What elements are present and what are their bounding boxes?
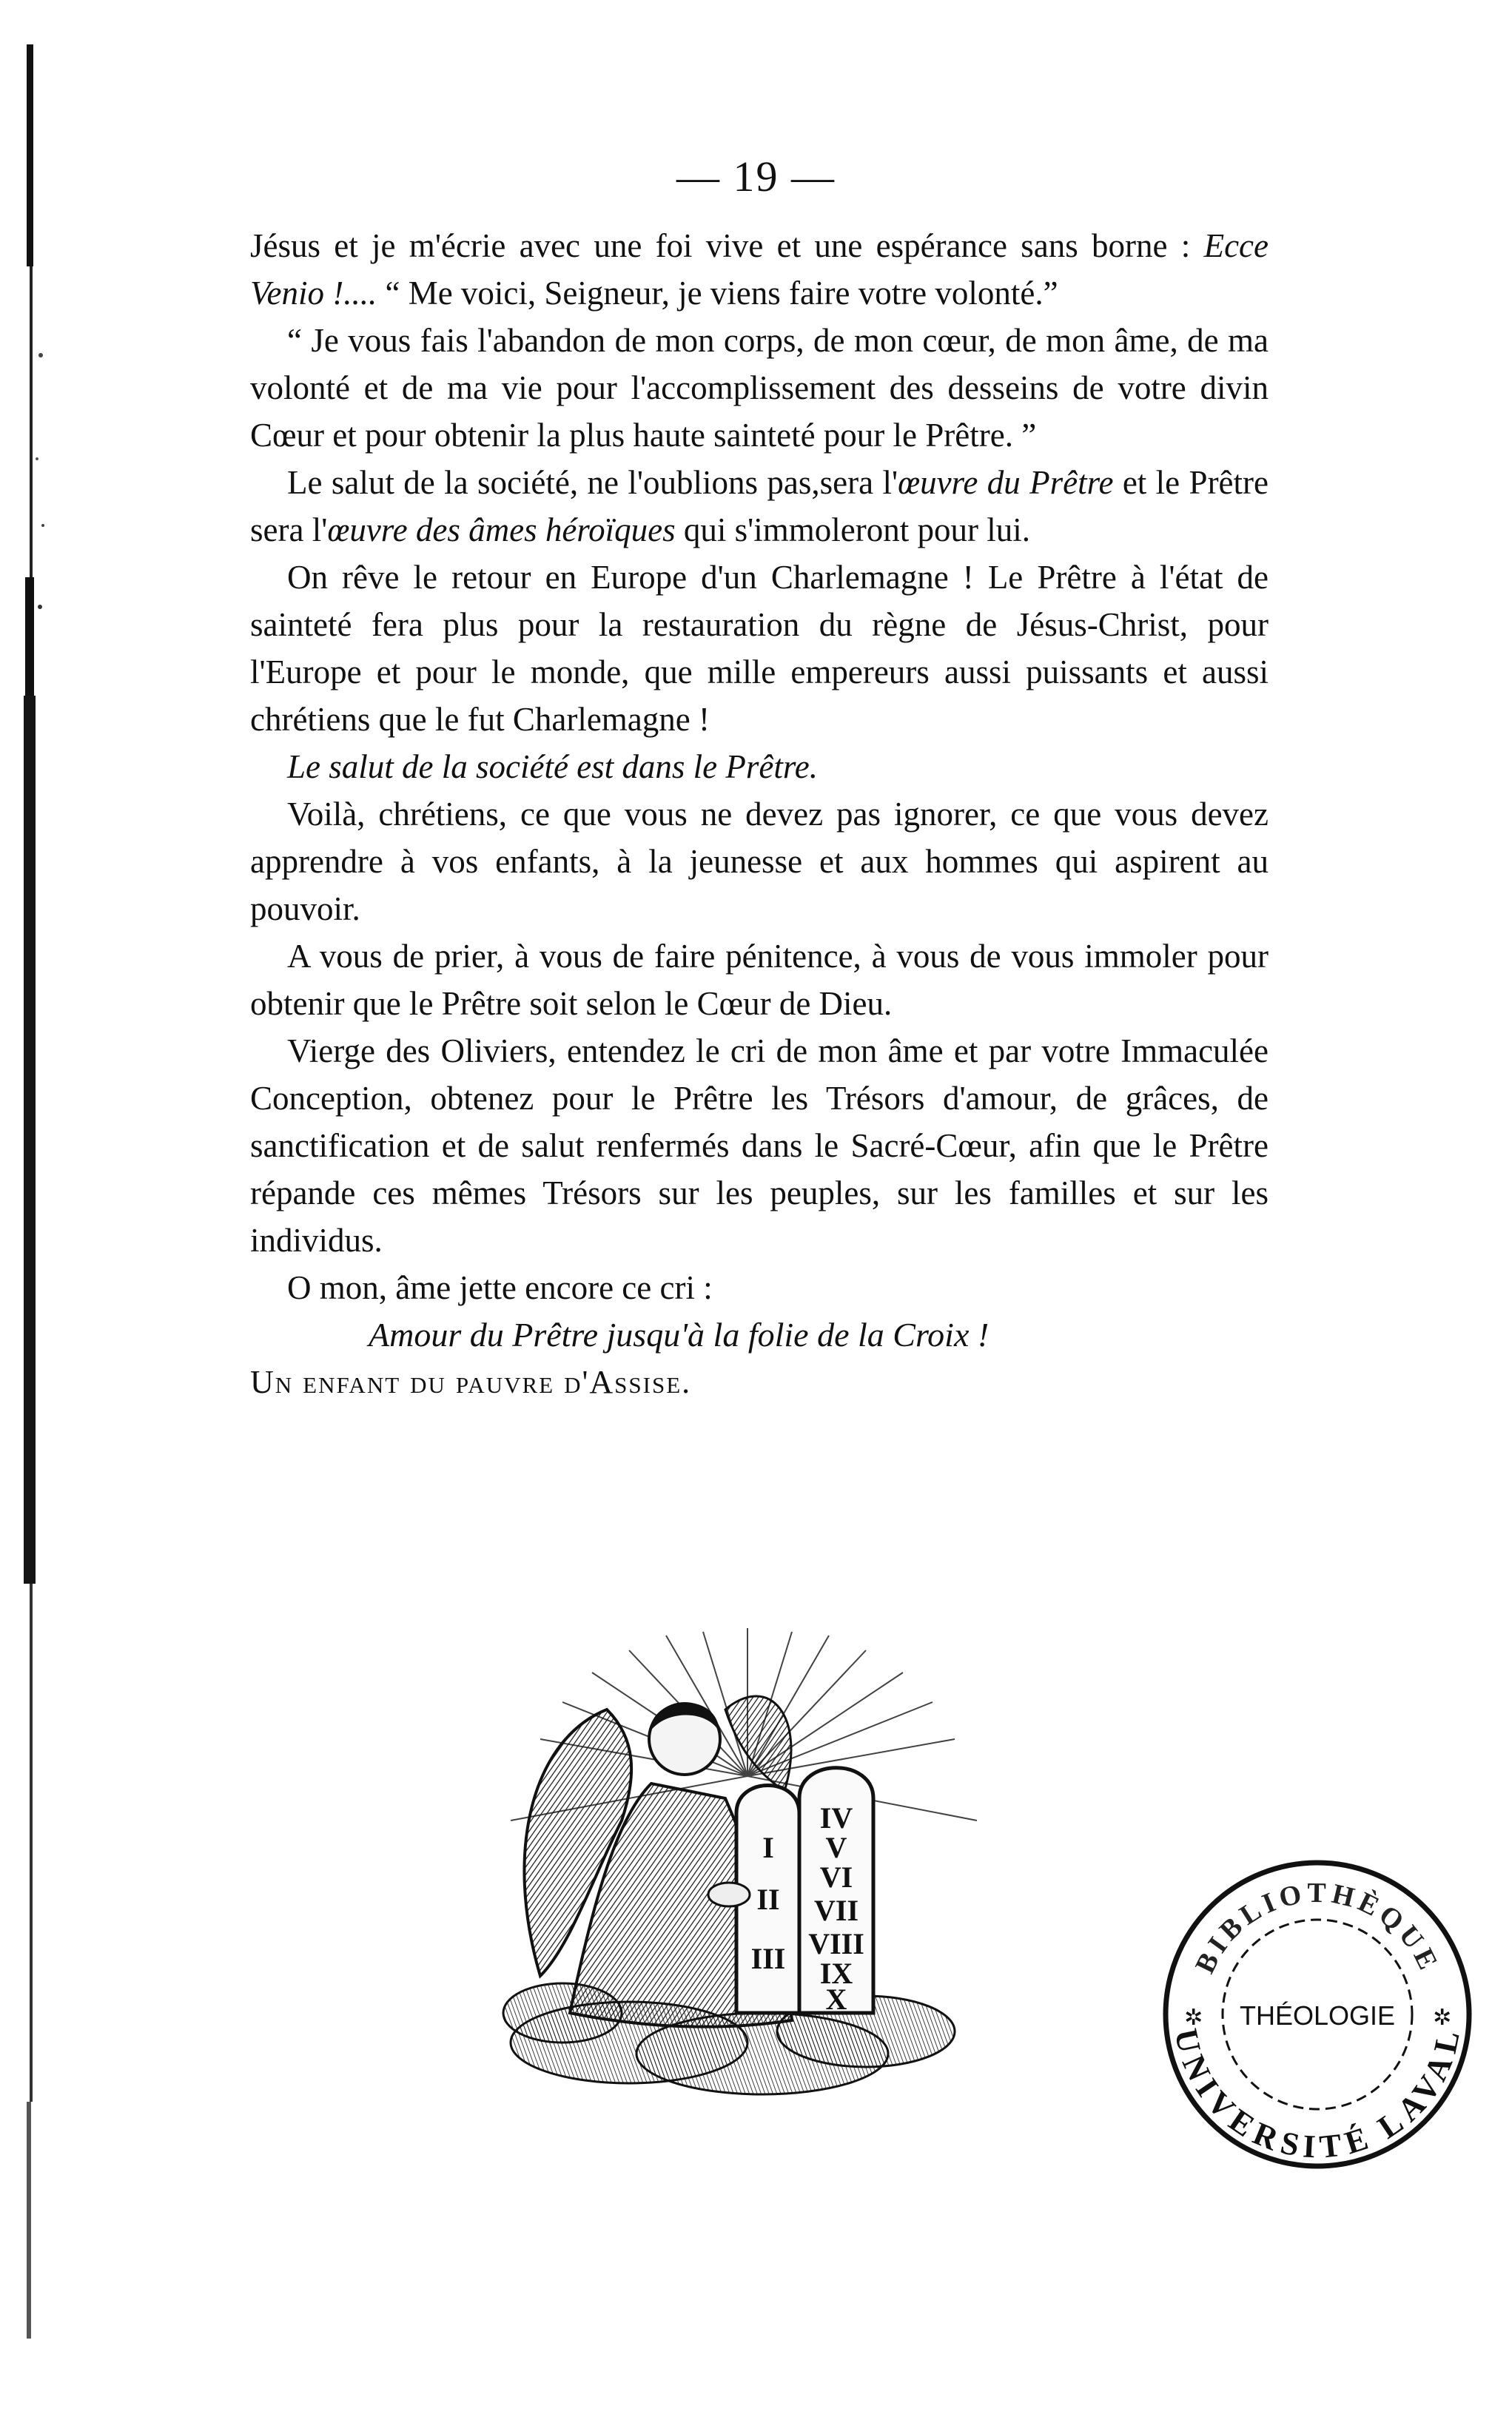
tablet-right-numeral: X [825,1983,847,2016]
stamp-top-text: BIBLIOTHÈQUE [1189,1877,1445,1979]
paragraph-text: et le Prêtre sera l' [250,464,1269,548]
paragraph-text: On rêve le retour en Europe d'un Charlemagne ! Le Prêtre à l'état de sainteté fera plus pour la restauration du règne de Jésus-Christ, pour l'Europe et pour le monde, que mille empereurs aussi puissants et aussi chrétiens que le fut Charlemagne ! [250,559,1269,738]
italic-text: Le salut de la société est dans le Prêtre. [287,748,818,785]
exclamation-line: Amour du Prêtre jusqu'à la folie de la Croix ! [369,1316,989,1354]
body-paragraph [250,790,1269,932]
page-number: — 19 — [676,152,836,201]
stamp-star-icon: ✲ [1433,2005,1452,2031]
body-paragraph [250,1264,1269,1311]
paragraph-text: Le salut de la société, ne l'oublions pas,sera l' [287,464,898,501]
tablet-right-numeral: IV [819,1801,853,1835]
tablet-left-numeral: I [762,1831,774,1864]
paragraph-text: “ Je vous fais l'abandon de mon corps, de mon cœur, de mon âme, de ma volonté et de ma vie pour l'accomplissement des desseins de votre divin Cœur et pour obtenir la plus haute sainteté pour le Prêtre. ” [250,322,1269,454]
paragraph-text: Vierge des Oliviers, entendez le cri de mon âme et par votre Immaculée Conception, obtenez pour le Prêtre les Trésors d'amour, de grâces, de sanctification et de salut renfermés dans le Sacré-Cœur, afin que le Prêtre répande ces mêmes Trésors sur les peuples, sur les familles et sur les individus. [250,1032,1269,1259]
tablet-left-numeral: III [750,1942,786,1975]
tablet-right-numeral: IX [819,1957,853,1990]
library-stamp [1153,1850,1482,2179]
body-paragraph [250,1027,1269,1264]
tablet-left-numeral: II [756,1883,780,1916]
tablet-right-numeral: VI [819,1860,853,1894]
signature: Un enfant du pauvre d'Assise. [250,1364,692,1400]
stamp-bottom-text: UNIVERSITÉ LAVAL [1167,2026,1468,2165]
paragraph-text: A vous de prier, à vous de faire pénitence, à vous de vous immoler pour obtenir que le Prêtre soit selon le Cœur de Dieu. [250,938,1269,1022]
italic-text: œuvre des âmes héroïques [327,511,676,548]
body-paragraph [250,459,1269,554]
paragraph-text: “ Me voici, Seigneur, je viens faire votre volonté.” [377,275,1058,312]
body-paragraph [250,222,1269,317]
italic-text: Ecce Venio !.... [250,227,1269,312]
paragraph-text: qui s'immoleront pour lui. [675,511,1030,548]
tablet-right-numeral: VII [813,1894,859,1927]
stamp-star-icon: ✲ [1184,2005,1203,2031]
paragraph-text: Jésus et je m'écrie avec une foi vive et une espérance sans borne : [250,227,1204,264]
tablets-of-the-law [736,1768,873,2016]
tablet-right-numeral: V [825,1831,847,1864]
tablet-right-numeral: VIII [808,1927,864,1960]
binding-edge [7,44,58,2339]
body-paragraph [250,932,1269,1027]
italic-text: œuvre du Prêtre [898,464,1114,501]
stamp-middle-text: THÉOLOGIE [1239,2000,1396,2031]
paragraph-text: Voilà, chrétiens, ce que vous ne devez pas ignorer, ce que vous devez apprendre à vos enfants, à la jeunesse et aux hommes qui aspirent au pouvoir. [250,796,1269,927]
angel-illustration [481,1628,984,2109]
paragraph-text: O mon, âme jette encore ce cri : [287,1269,713,1306]
body-paragraph [250,743,1269,790]
body-paragraph [250,554,1269,743]
body-text [250,222,1269,1406]
svg-text:UNIVERSITÉ LAVAL [1168,2026,1468,2165]
body-paragraph [250,317,1269,459]
